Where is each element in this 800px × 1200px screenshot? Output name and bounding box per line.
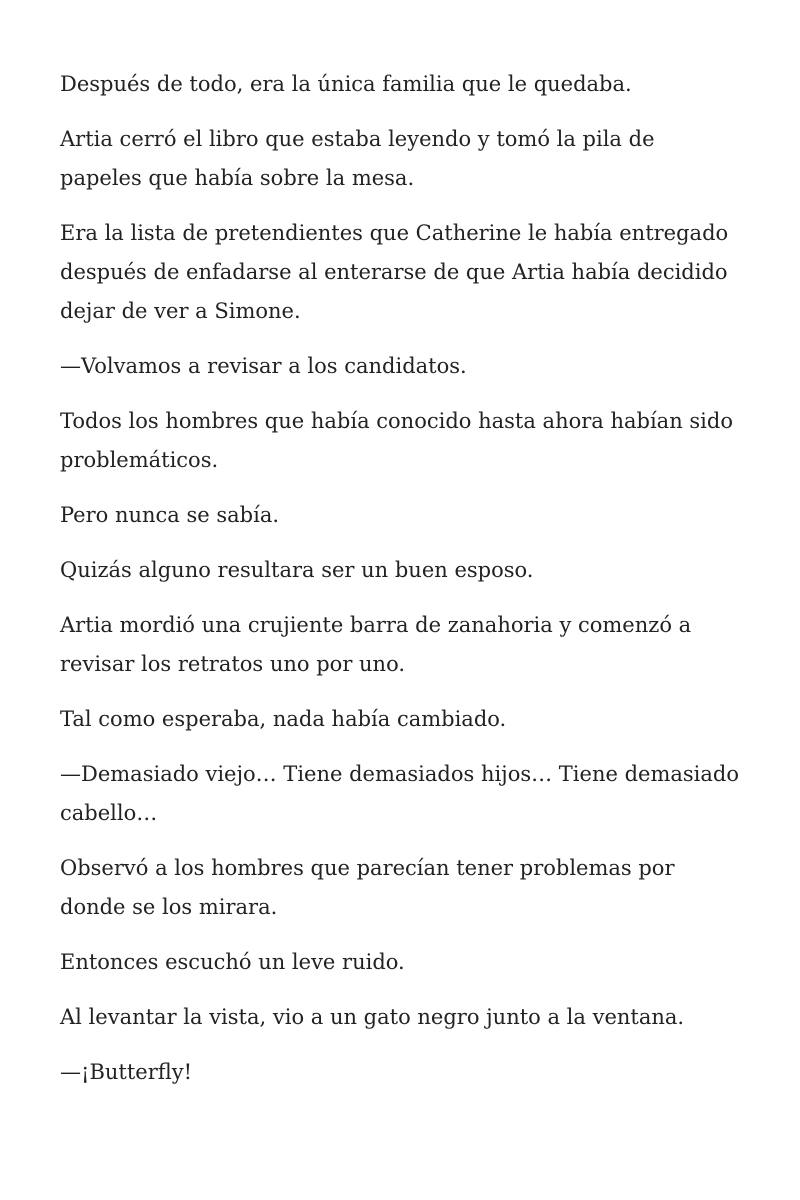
dialogue-paragraph: —Volvamos a revisar a los candidatos. bbox=[60, 354, 467, 378]
paragraph: Artia mordió una crujiente barra de zanahoria y comenzó a revisar los retratos uno por uno. bbox=[60, 613, 692, 676]
reader-page bbox=[60, 65, 740, 1108]
paragraph: Quizás alguno resultara ser un buen esposo. bbox=[60, 558, 534, 582]
paragraph: Pero nunca se sabía. bbox=[60, 503, 280, 527]
paragraph: Tal como esperaba, nada había cambiado. bbox=[60, 707, 507, 731]
paragraph: Después de todo, era la única familia que le quedaba. bbox=[60, 72, 632, 96]
paragraph: Al levantar la vista, vio a un gato negro junto a la ventana. bbox=[60, 1005, 685, 1029]
dialogue-paragraph: —¡Butterfly! bbox=[60, 1060, 193, 1084]
paragraph: Todos los hombres que había conocido hasta ahora habían sido problemáticos. bbox=[60, 409, 733, 472]
paragraph: Entonces escuchó un leve ruido. bbox=[60, 950, 405, 974]
paragraph: Era la lista de pretendientes que Catherine le había entregado después de enfadarse al enterarse de que Artia había decidido dejar de ver a Simone. bbox=[60, 221, 729, 323]
paragraph: Artia cerró el libro que estaba leyendo y tomó la pila de papeles que había sobre la mesa. bbox=[60, 127, 655, 190]
dialogue-paragraph: —Demasiado viejo… Tiene demasiados hijos… Tiene demasiado cabello… bbox=[60, 762, 739, 825]
paragraph: Observó a los hombres que parecían tener problemas por donde se los mirara. bbox=[60, 856, 675, 919]
